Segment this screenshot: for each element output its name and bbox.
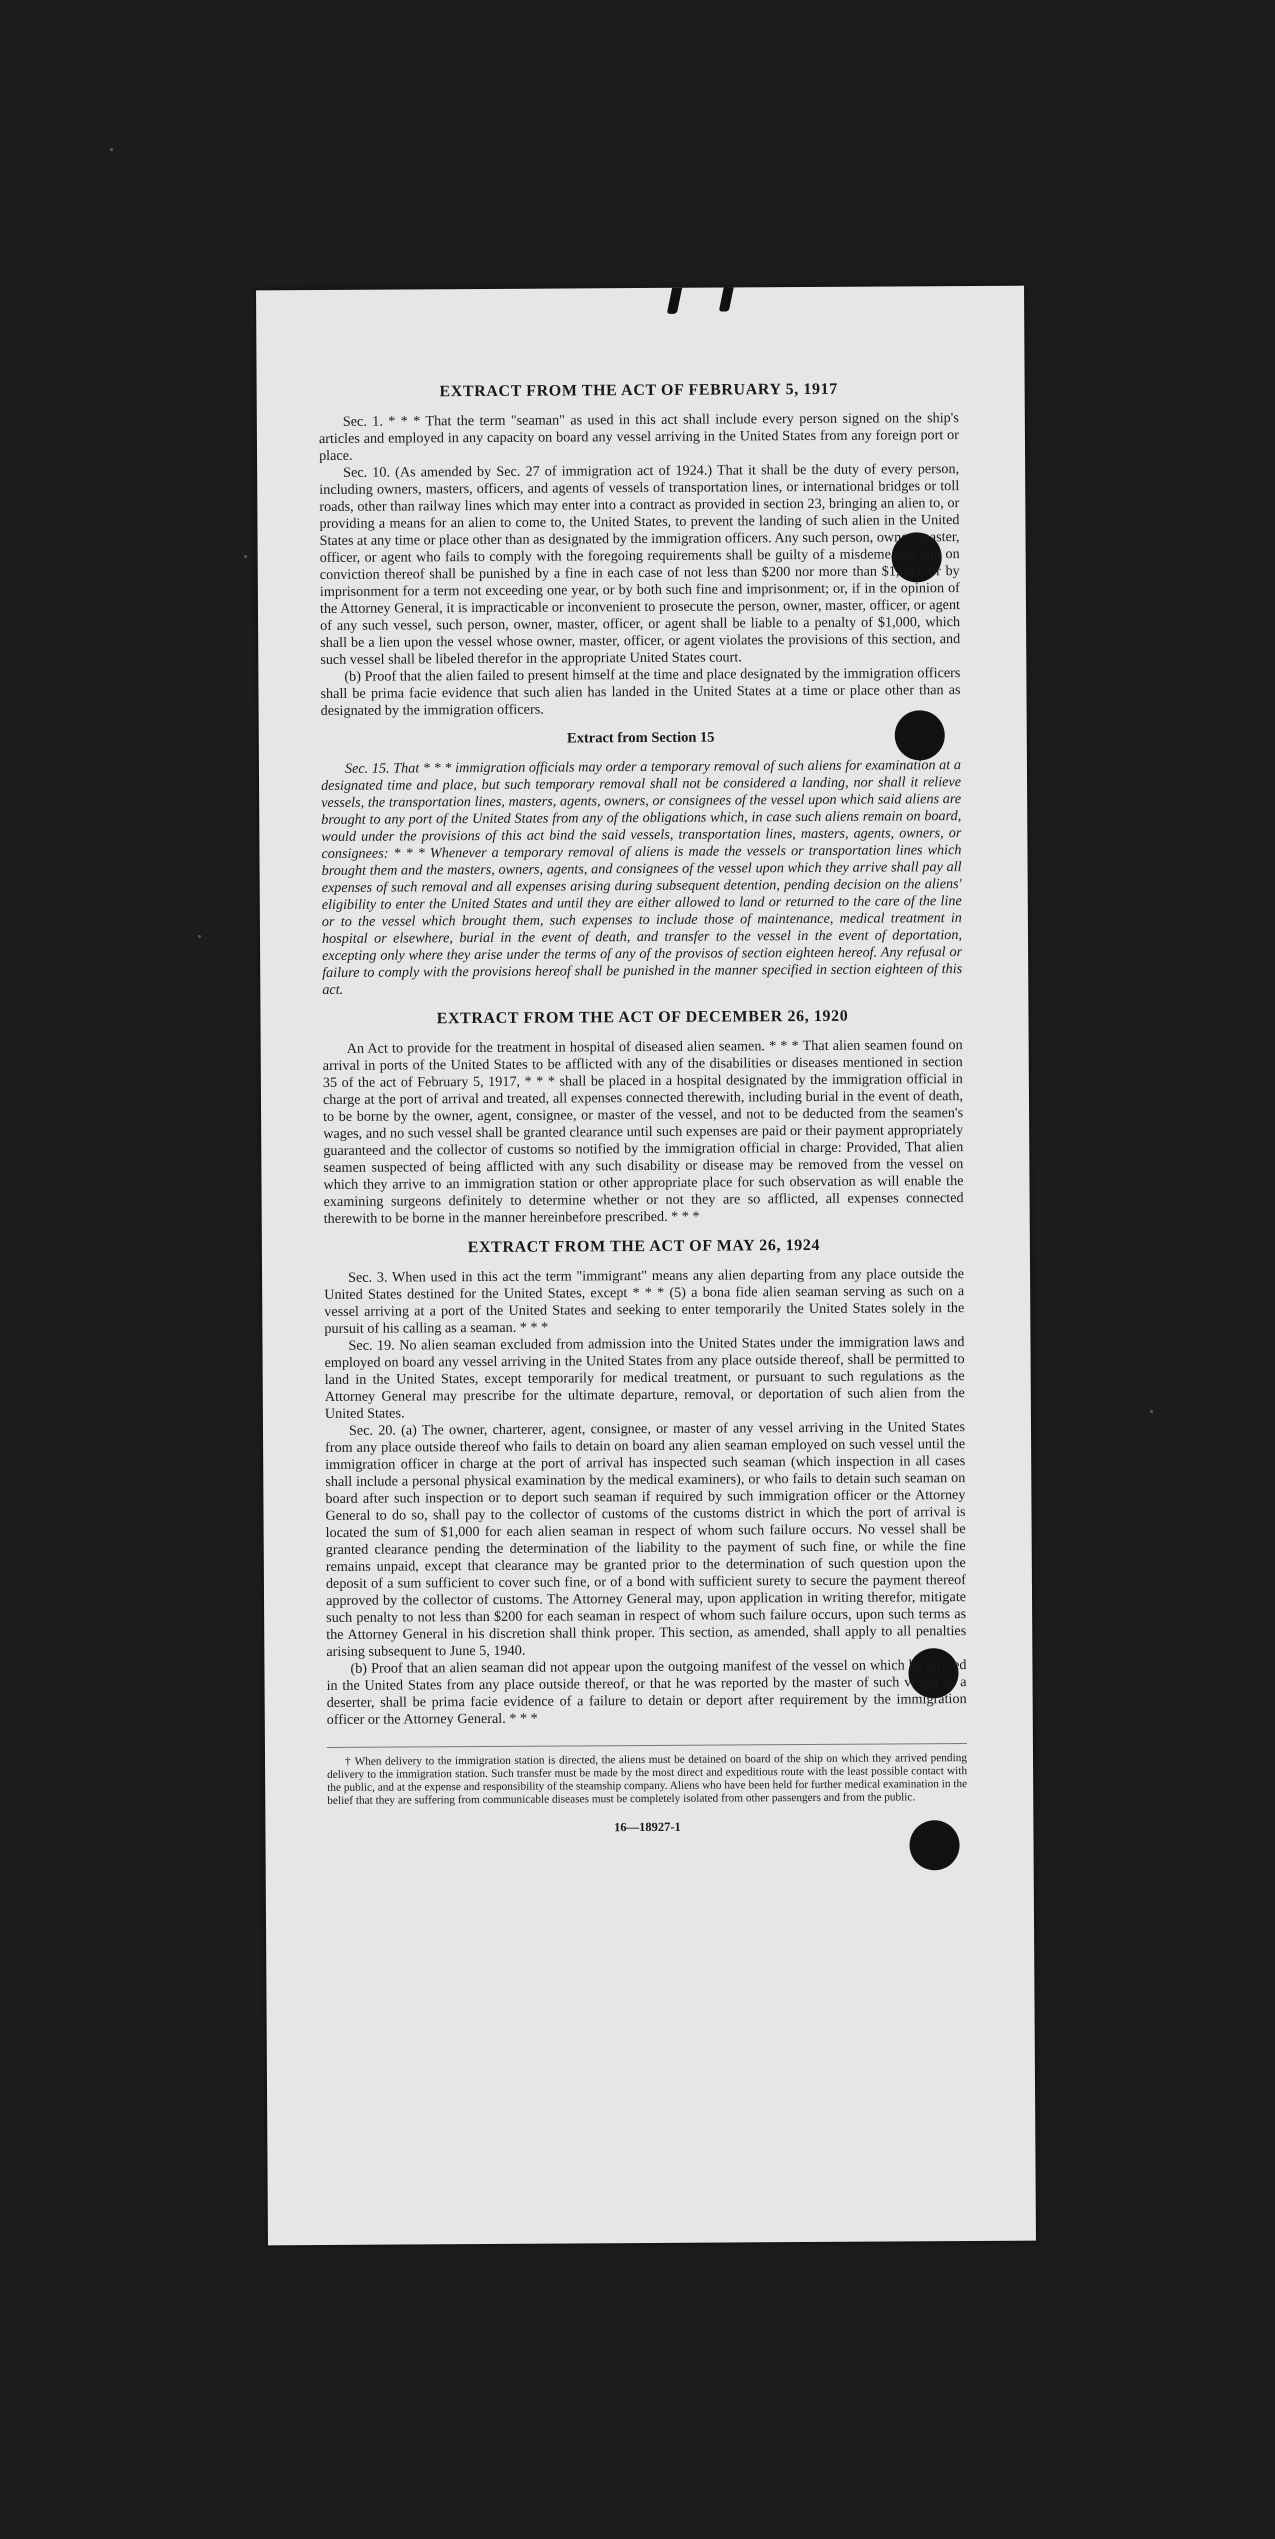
section-act-1920: [322, 1007, 963, 1228]
section-act-1924: [324, 1236, 967, 1729]
scan-speck: [198, 935, 201, 938]
staple-mark: [719, 286, 736, 312]
paragraph: Sec. 15. That * * * immigration officials may order a temporary removal of such aliens for examination at a designated time and place, but such temporary removal shall not be considered a landing, nor shall it relieve vessels, the transportation lines, masters, agents, owners, or consignees of the vessel upon which said aliens are brought to any port of the United States from any of the obligations which, in case such aliens remain on board, would under the provisions of this act bind the said vessels, transportation lines, masters, agents, owners, or consignees: * * * Whenever a temporary removal of aliens is made the vessels or transportation lines which brought them and the masters, owners, agents, and consignees of the vessel upon which they arrive shall pay all expenses of such removal and all expenses arising during subsequent detention, pending decision on the aliens' eligibility to enter the United States and until they are either allowed to land or returned to the care of the line or to the vessel which brought them, such expenses to include those of maintenance, medical treatment in hospital or elsewhere, burial in the event of death, and transfer to the vessel in the event of deportation, excepting only where they arise under the terms of any of the provisos of section eighteen hereof. Any refusal or failure to comply with the provisions hereof shall be punished in the manner specified in section eighteen of this act.: [321, 757, 963, 998]
paragraph: (b) Proof that the alien failed to present himself at the time and place designated by the immigration officers shall be prima facie evidence that such alien has landed in the United States at a time or place other than as designated by the immigration officers.: [320, 665, 961, 719]
paragraph: Sec. 10. (As amended by Sec. 27 of immigration act of 1924.) That it shall be the duty of every person, including owners, masters, officers, and agents of vessels of transportation lines, or international bridges or toll roads, other than railway lines which may enter into a contract as provided in section 23, bringing an alien to, or providing a means for an alien to come to, the United States, to prevent the landing of such alien in the United States at any time or place other than as designated by the immigration officers. Any such person, owner, master, officer, or agent who fails to comply with the foregoing requirements shall be guilty of a misdemeanor and on conviction thereof shall be punished by a fine in each case of not less than $200 nor more than $1,000, or by imprisonment for a term not exceeding one year, or by both such fine and imprisonment; or, if in the opinion of the Attorney General, it is impracticable or inconvenient to prosecute the person, owner, master, officer, or agent of any such vessel, such person, owner, master, officer, or agent shall be liable to a penalty of $1,000, which shall be a lien upon the vessel whose owner, master, officer, or agent violates the provisions of this section, and such vessel shall be libeled therefor in the appropriate United States court.: [319, 461, 961, 668]
paragraph: Sec. 1. * * * That the term "seaman" as used in this act shall include every person signed on the ship's articles and employed in any capacity on board any vessel arriving in the United States from any foreign port or place.: [318, 410, 959, 464]
section-act-1917: [319, 380, 961, 720]
paragraph: (b) Proof that an alien seaman did not appear upon the outgoing manifest of the vessel on which he arrived in the United States from any place outside thereof, or that he was reported by the master of such vessel as a deserter, shall be prima facie evidence of a failure to detain or deport after requirement by the immigration officer or the Attorney General. * * *: [326, 1657, 967, 1728]
scan-speck: [110, 148, 113, 151]
scan-speck: [1150, 1410, 1153, 1413]
form-number: 16—18927-1: [614, 1819, 681, 1835]
paragraph: Sec. 19. No alien seaman excluded from admission into the United States under the immigration laws and employed on board any vessel arriving in the United States from any place outside thereof, shall be permitted to land in the United States, except temporarily for medical treatment, or pursuant to such regulations as the Attorney General may prescribe for the ultimate departure, removal, or deportation of such alien from the United States.: [324, 1334, 965, 1422]
paragraph: Sec. 20. (a) The owner, charterer, agent, consignee, or master of any vessel arriving in the United States from any place outside thereof who fails to detain on board any alien seaman employed on such vessel until the immigration officer in charge at the port of arrival has inspected such seaman (which inspection in all cases shall include a personal physical examination by the medical examiners), or who fails to detain such seaman on board after such inspection or to deport such seaman if required by such immigration officer or the Attorney General to do so, shall pay to the collector of customs of the customs district in which the port of arrival is located the sum of $1,000 for each alien seaman in respect of whom such failure occurs. No vessel shall be granted clearance pending the determination of the liability to the payment of such fine, or while the fine remains unpaid, except that clearance may be granted prior to the determination of such question upon the deposit of a sum sufficient to cover such fine, or of a bond with sufficient surety to secure the payment thereof approved by the collector of customs. The Attorney General may, upon application in writing therefor, mitigate such penalty to not less than $200 for each seaman in respect of whom such failure occurs, upon such terms as the Attorney General in his discretion shall think proper. This section, as amended, shall apply to all penalties arising subsequent to June 5, 1940.: [325, 1419, 967, 1660]
section-extract-15: [321, 728, 963, 999]
paragraph: An Act to provide for the treatment in hospital of diseased alien seamen. * * * That alien seamen found on arrival in ports of the United States to be afflicted with any of the disabilities or diseases mentioned in section 35 of the act of February 5, 1917, * * * shall be placed in a hospital designated by the immigration official in charge at the port of arrival and treated, all expenses connected therewith, including burial in the event of death, to be borne by the owner, agent, consignee, or master of the vessel, and not to be deducted from the seamen's wages, and no such vessel shall be granted clearance until such expenses are paid or their payment appropriately guaranteed and the collector of customs so notified by the immigration official in charge: Provided, That alien seamen suspected of being afflicted with any such disability or disease may be removed from the vessel on which they arrive to an immigration station or other appropriate place for such observation as will enable the examining surgeons definitely to determine whether or not they are so afflicted, all expenses connected therewith to be borne in the manner hereinbefore prescribed. * * *: [322, 1037, 964, 1227]
section-heading: EXTRACT FROM THE ACT OF DECEMBER 26, 1920: [436, 1007, 849, 1028]
paragraph: Sec. 3. When used in this act the term "immigrant" means any alien departing from any place outside the United States destined for the United States, except * * * (5) a bona fide alien seaman serving as such on a vessel arriving at a port of the United States and seeking to enter temporarily the United States solely in the pursuit of his calling as a seaman. * * *: [324, 1266, 965, 1337]
section-heading: EXTRACT FROM THE ACT OF FEBRUARY 5, 1917: [439, 380, 838, 401]
footnote: † When delivery to the immigration station is directed, the aliens must be detained on board of the ship on which they arrived pending delivery to the immigration station. Such transfer must be made by the most direct and expeditious route with the least possible contact with the public, and at the expense and responsibility of the steamship company. Aliens who have been held for further medical examination in the belief that they are suffering from communicable diseases must be completely isolated from other passengers and from the public.: [327, 1743, 967, 1808]
document-content: [319, 380, 968, 1837]
staple-mark: [667, 286, 684, 314]
document-page: [256, 286, 1036, 2246]
section-heading: EXTRACT FROM THE ACT OF MAY 26, 1924: [467, 1236, 821, 1257]
scan-speck: [244, 555, 247, 558]
section-subheading: Extract from Section 15: [566, 729, 715, 747]
